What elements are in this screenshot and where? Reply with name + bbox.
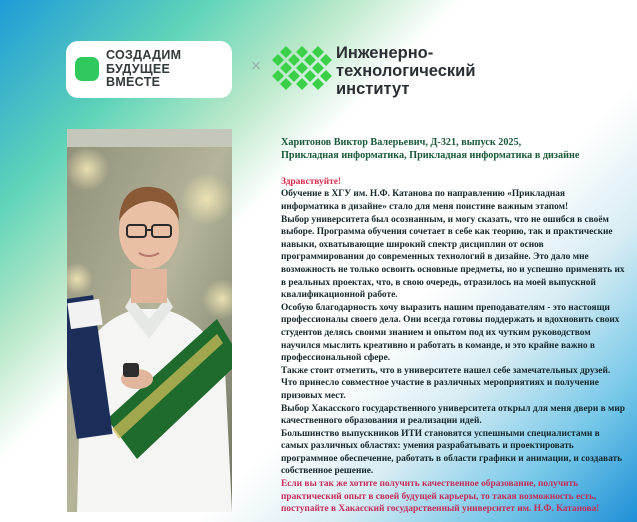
logo-sozdadim xyxy=(66,41,232,98)
graduate-name-line: Харитонов Виктор Валерьевич, Д-321, выпуск 2025, xyxy=(281,137,522,148)
paragraph-4: Также стоит отметить, что в университете нашел себе замечательных друзей. Что принесло совместное участие в различных мероприятиях и получение призовых мест. xyxy=(281,365,611,401)
closing-call: Если вы так же хотите получить качественное образование, получить практический опыт в своей будущей карьеры, то такая возможность есть, поступайте в Хакасский государственный университет им. Н.Ф. Катанова! xyxy=(281,479,600,515)
logo-line-1: СОЗДАДИМ xyxy=(106,48,182,62)
paragraph-1: Обучение в ХГУ им. Н.Ф. Катанова по направлению «Прикладная информатика в дизайне» стало для меня поистине важным этапом! xyxy=(281,189,569,212)
paragraph-6: Большинство выпускников ИТИ становятся успешными специалистами в самых различных областях: умения разрабатывать и проектировать программное обеспечение, работать в области графики и анимации, и создавать собственное решение. xyxy=(281,428,623,477)
institute-name xyxy=(336,44,475,98)
logo-line-3: ВМЕСТЕ xyxy=(106,75,161,89)
testimonial-text xyxy=(281,136,625,516)
paragraph-3: Особую благодарность хочу выразить нашим преподавателям - это настоящи профессионалы своего дела. Они всегда готовы поддержать и вдохновить своих студентов делясь своими знанием и опытом под их чутким руководством научился мыслить креативно и работать в команде, и это крайне важно в профессиональной сфере. xyxy=(281,302,620,364)
institute-line-2: технологический xyxy=(336,62,476,80)
logo-slogan xyxy=(106,49,181,90)
logo-line-2: БУДУЩЕЕ xyxy=(106,61,171,76)
paragraph-5: Выбор Хакасского государственного университета открыл для меня двери в мир качественного образования и реализации идей. xyxy=(281,403,625,427)
greeting: Здравствуйте! xyxy=(281,176,342,187)
graduate-info xyxy=(281,136,625,163)
graduate-photo xyxy=(67,129,232,512)
institute-line-1: Инженерно- xyxy=(336,44,434,62)
institute-pattern-icon xyxy=(272,42,332,98)
separator-cross: × xyxy=(250,58,262,74)
paragraph-2: Выбор университета был осознанным, и могу сказать, что не ошибся в своём выборе. Программа обучения сочетает в себе как теорию, так и практические навыки, охватывающие широкий спектр дисциплин от основ программирования до современных технологий в дизайне. Это дало мне возможность не только освоить основные предметы, но и успешно применять их в реальных проектах, что, в свою очередь, отразилось на моей выпускной квалификационной работе. xyxy=(281,214,625,301)
graduate-program-line: Прикладная информатика, Прикладная информатика в дизайне xyxy=(281,150,580,162)
green-square-icon xyxy=(75,57,99,81)
institute-line-3: институт xyxy=(336,80,410,98)
